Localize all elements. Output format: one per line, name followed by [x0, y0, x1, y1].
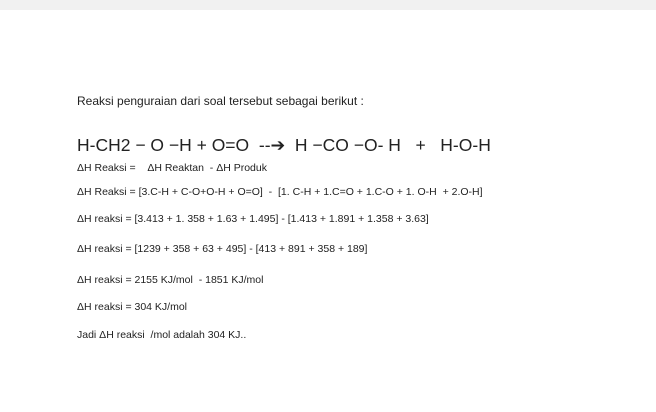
formula-line: ΔH Reaksi = ΔH Reaktan - ΔH Produk [77, 162, 267, 174]
formula-line: ΔH reaksi = 2155 KJ/mol - 1851 KJ/mol [77, 274, 264, 286]
formula-line: ΔH Reaksi = [3.C-H + C-O+O-H + O=O] - [1. C-H + 1.C=O + 1.C-O + 1. O-H + 2.O-H] [77, 186, 483, 198]
top-bar [0, 0, 656, 10]
conclusion-line: Jadi ΔH reaksi /mol adalah 304 KJ.. [77, 329, 247, 341]
formula-line: ΔH reaksi = [1239 + 358 + 63 + 495] - [413 + 891 + 358 + 189] [77, 243, 368, 255]
formula-line: ΔH reaksi = [3.413 + 1. 358 + 1.63 + 1.495] - [1.413 + 1.891 + 1.358 + 3.63] [77, 213, 429, 225]
heading-text: Reaksi penguraian dari soal tersebut sebagai berikut : [77, 94, 364, 108]
formula-line: ΔH reaksi = 304 KJ/mol [77, 301, 188, 313]
reaction-equation: H-CH2 − O −H + O=O --➔ H −CO −O- H + H-O-H [77, 135, 491, 155]
